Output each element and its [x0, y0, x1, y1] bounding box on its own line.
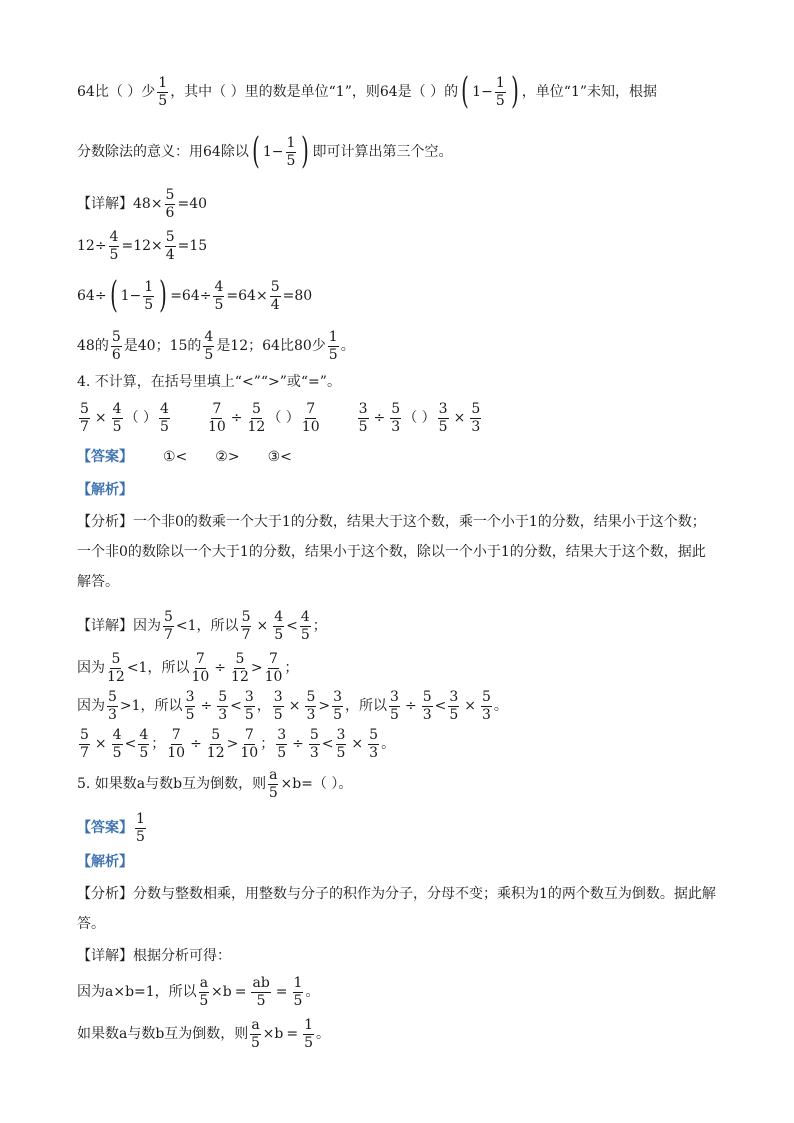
question-5-title: 5. 如果数a与数b互为倒数，则 $\frac{a}{5}$ ×b=（ ）。 — [77, 767, 353, 801]
question-4-analysis-tag: 【解析】 — [77, 482, 133, 498]
question-5-analysis: 答。 — [77, 916, 105, 932]
answer-blank[interactable]: （ ） — [267, 410, 300, 427]
question-4-analysis: 解答。 — [77, 574, 119, 590]
bracketed-expression: ( 1− $\frac{1}{5}$ ) — [251, 131, 310, 172]
question-5-answer: 【答案】 $\frac{1}{5}$ — [77, 811, 145, 845]
question-4-detail-2: 因为 $\frac{5}{12}$ <1，所以 $\frac{7}{10}$ ÷ $\frac{5}{12}$ > $\frac{7}{10}$ ； — [77, 651, 299, 685]
answer-blank[interactable]: （ ） — [403, 410, 436, 427]
question-5-detail: 【详解】根据分析可得： — [77, 948, 231, 964]
detail-eq-2: 12÷ $\frac{4}{5}$ =12× $\frac{5}{4}$ =15 — [77, 229, 208, 263]
question-5-detail-1: 因为a×b=1，所以 $\frac{a}{5}$ × b = $\frac{ab}{5}$ = $\frac{1}{5}$ 。 — [77, 975, 320, 1009]
detail-eq-1: 【详解】 48× $\frac{5}{6}$ =40 — [77, 187, 208, 221]
question-4-detail-1: 【详解】因为 $\frac{5}{7}$ <1，所以 $\frac{5}{7}$ × $\frac{4}{5}$ < $\frac{4}{5}$ ； — [77, 609, 327, 643]
question-5-analysis-tag: 【解析】 — [77, 854, 133, 870]
solution-line-2: 分数除法的意义：用64除以 ( 1− $\frac{1}{5}$ ) 即可计算出第三个空。 — [77, 131, 453, 172]
question-4-detail-3: 因为 $\frac{5}{3}$ >1，所以 $\frac{3}{5}$ ÷ $\frac{5}{3}$ < $\frac{3}{5}$ ， $\frac{3}{5}$ × $\frac{5}{3}$ > $\frac{3}{5}$ ，所以 $\frac{3}{5}$ ÷ $\frac{5}{3}$ < $\frac{3}{5}$ × $\frac{5}{3}$ 。 — [77, 689, 508, 723]
bracketed-expression: ( 1− $\frac{1}{5}$ ) — [461, 71, 519, 112]
question-4-analysis: 【分析】一个非0的数乘一个大于1的分数，结果大于这个数，乘一个小于1的分数，结果小于这个数； — [77, 514, 706, 530]
question-4-answer: 【答案】 ①< ②> ③< — [77, 449, 292, 465]
detail-conclusion: 48的 $\frac{5}{6}$ 是40；15的 $\frac{4}{5}$ 是12；64比80少 $\frac{1}{5}$ 。 — [77, 329, 355, 363]
question-4-analysis: 一个非0的数除以一个大于1的分数，结果小于这个数，除以一个小于1的分数，结果大于这个数，据此 — [77, 544, 706, 560]
fraction: $\frac{1}{5}$ — [158, 74, 168, 109]
detail-eq-3: 64÷ ( 1− $\frac{1}{5}$ ) =64÷ $\frac{4}{5}$ =64× $\frac{5}{4}$ =80 — [77, 275, 313, 316]
solution-line-1: 64比（ ）少 $\frac{1}{5}$ ，其中（ ）里的数是单位“1”，则64是（ ）的 ( 1− $\frac{1}{5}$ ) ，单位“1”未知，根据 — [77, 71, 658, 112]
question-4-summary: $\frac{5}{7}$ × $\frac{4}{5}$ < $\frac{4}{5}$ ； $\frac{7}{10}$ ÷ $\frac{5}{12}$ > $\frac{7}{10}$ ； $\frac{3}{5}$ ÷ $\frac{5}{3}$ < $\frac{3}{5}$ × $\frac{5}{3}$ 。 — [80, 727, 396, 761]
question-4-title: 4. 不计算，在括号里填上“<”“>”或“=”。 — [77, 374, 341, 390]
question-5-analysis: 【分析】分数与整数相乘，用整数与分子的积作为分子，分母不变；乘积为1的两个数互为倒数。据此解 — [77, 886, 716, 902]
answer-blank[interactable]: （ ） — [124, 410, 158, 427]
question-4-items: $\frac{5}{7}$ × $\frac{4}{5}$ （ ） $\frac{4}{5}$ $\frac{7}{10}$ ÷ $\frac{5}{12}$ （ ） $\frac{7}{10}$ $\frac{3}{5}$ ÷ $\frac{5}{3}$ （ ） $\frac{3}{5}$ × $\frac{5}{3}$ — [80, 401, 481, 435]
question-5-detail-2: 如果数a与数b互为倒数，则 $\frac{a}{5}$ × b = $\frac{1}{5}$ 。 — [77, 1017, 331, 1051]
